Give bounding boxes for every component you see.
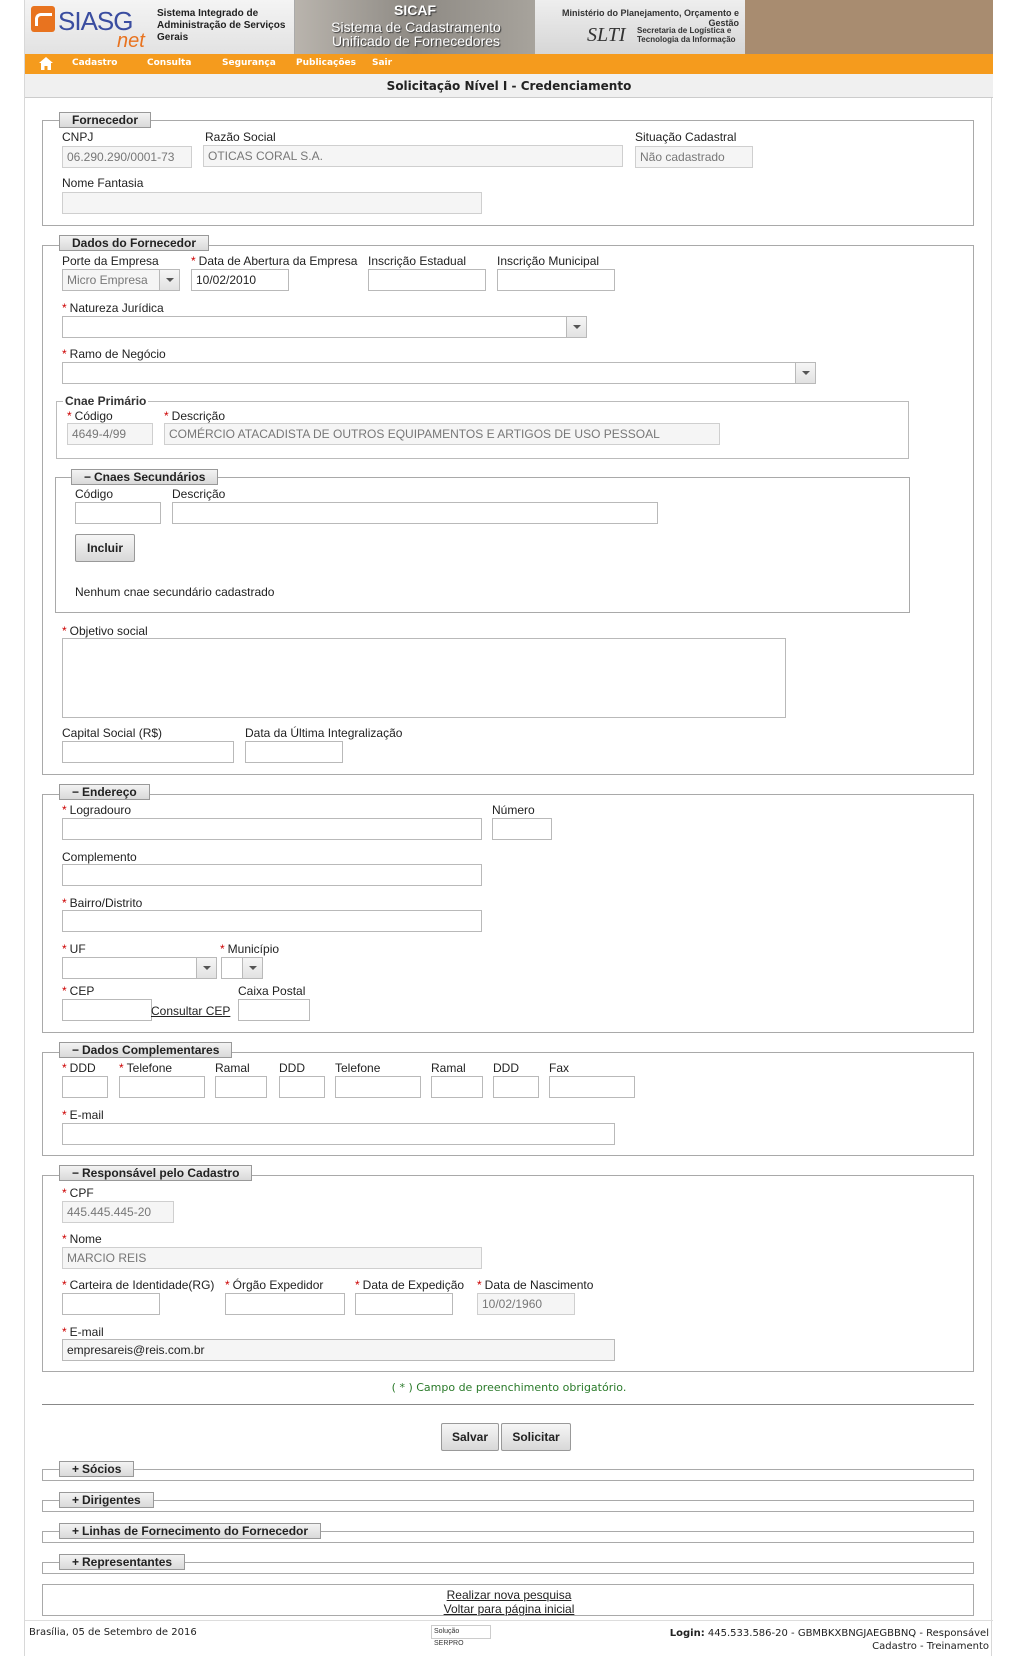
caixa-postal-field[interactable]: [238, 999, 310, 1021]
ddd2-field[interactable]: [279, 1076, 325, 1098]
footer-login: [670, 1627, 989, 1653]
logradouro-label: * Logradouro: [62, 803, 132, 817]
ramal-field[interactable]: [215, 1076, 267, 1098]
ramo-select[interactable]: [62, 362, 816, 384]
cnae-descricao-label: * Descrição: [164, 409, 226, 423]
capital-field[interactable]: [62, 741, 234, 763]
chevron-down-icon: [566, 317, 586, 337]
rg-field[interactable]: [62, 1293, 160, 1315]
sec-descricao-label: Descrição: [172, 487, 226, 501]
slti-logo: SLTI: [587, 24, 626, 46]
integralizacao-label: Data da Última Integralização: [245, 726, 403, 740]
voltar-link[interactable]: Voltar para página inicial: [443, 1602, 575, 1616]
ministry-area: [535, 0, 745, 54]
header-banner: [25, 0, 993, 54]
login-label: Login:: [669, 1628, 705, 1639]
login-value: 445.533.586-20 - GBMBKXBNGJAEGBBNQ - Responsável: [707, 1628, 989, 1639]
cnpj-label: CNPJ: [62, 130, 94, 144]
dados-fornecedor-legend: Dados do Fornecedor: [59, 235, 209, 251]
cnae-codigo-field[interactable]: 4649-4/99: [67, 423, 153, 445]
sicaf-description: Sistema de Cadastramento Unificado de Fornecedores: [331, 19, 501, 49]
nav-seguranca[interactable]: Segurança: [222, 58, 276, 68]
ministry-name: Ministério do Planejamento, Orçamento e Gestão: [561, 8, 739, 28]
dirigentes-legend[interactable]: + Dirigentes: [59, 1492, 154, 1508]
endereco-legend[interactable]: − Endereço: [59, 784, 150, 800]
obrigatorio-note: ( * ) Campo de preenchimento obrigatório.: [391, 1381, 627, 1394]
fax-field[interactable]: [549, 1076, 635, 1098]
collapse-icon: −: [72, 1043, 80, 1057]
collapse-icon: −: [72, 785, 80, 799]
nova-pesquisa-link[interactable]: Realizar nova pesquisa: [446, 1588, 572, 1602]
siasg-logo-icon: [31, 6, 55, 32]
sec-descricao-field[interactable]: [172, 502, 658, 524]
fax-label: Fax: [549, 1061, 570, 1075]
nome-fantasia-field[interactable]: [62, 192, 482, 214]
porte-value: Micro Empresa: [67, 273, 148, 287]
natureza-select[interactable]: [62, 316, 587, 338]
uf-select[interactable]: [62, 957, 217, 979]
expand-icon: +: [72, 1462, 80, 1476]
socios-legend[interactable]: + Sócios: [59, 1461, 134, 1477]
ramal2-field[interactable]: [431, 1076, 483, 1098]
nome-field[interactable]: MARCIO REIS: [62, 1247, 482, 1269]
solicitar-button[interactable]: Solicitar: [501, 1423, 571, 1451]
linhas-legend[interactable]: + Linhas de Fornecimento do Fornecedor: [59, 1523, 321, 1539]
chevron-down-icon: [242, 958, 262, 978]
numero-label: Número: [492, 803, 535, 817]
inscricao-municipal-label: Inscrição Municipal: [497, 254, 600, 268]
cep-label: * CEP: [62, 984, 95, 998]
resp-email-field[interactable]: empresareis@reis.com.br: [62, 1339, 615, 1361]
salvar-button[interactable]: Salvar: [441, 1423, 499, 1451]
serpro-logo: Solução SERPRO: [431, 1625, 491, 1639]
logradouro-field[interactable]: [62, 818, 482, 840]
nav-publicacoes[interactable]: Publicações: [296, 58, 357, 68]
porte-label: Porte da Empresa: [62, 254, 159, 268]
capital-label: Capital Social (R$): [62, 726, 163, 740]
collapse-icon: −: [84, 470, 92, 484]
expand-icon: +: [72, 1524, 80, 1538]
siasg-description: Sistema Integrado de Administração de Serviços Gerais: [157, 8, 286, 43]
siasg-logo-net: net: [117, 30, 145, 52]
uf-label: * UF: [62, 942, 86, 956]
cep-field[interactable]: [62, 999, 152, 1021]
chevron-down-icon: [159, 270, 179, 290]
sicaf-title: SICAF: [394, 2, 436, 18]
ddd3-label: DDD: [493, 1061, 519, 1075]
chevron-down-icon: [795, 363, 815, 383]
orgao-label: * Órgão Expedidor: [225, 1278, 324, 1292]
dirigentes-fieldset: [42, 1500, 974, 1512]
fornecedor-legend: Fornecedor: [59, 112, 151, 128]
cnaes-secundarios-legend[interactable]: − Cnaes Secundários: [71, 469, 218, 485]
telefone2-label: Telefone: [335, 1061, 381, 1075]
page-title: Solicitação Nível I - Credenciamento: [25, 74, 993, 98]
municipio-select[interactable]: [221, 957, 263, 979]
telefone2-field[interactable]: [335, 1076, 421, 1098]
objetivo-textarea[interactable]: [62, 638, 786, 718]
slti-description: Secretaria de Logística e Tecnologia da Informação: [637, 26, 736, 44]
socios-fieldset: [42, 1469, 974, 1481]
cnpj-field[interactable]: 06.290.290/0001-73: [62, 146, 192, 168]
cpf-field[interactable]: 445.445.445-20: [62, 1201, 174, 1223]
inscricao-estadual-label: Inscrição Estadual: [368, 254, 467, 268]
nome-label: * Nome: [62, 1232, 102, 1246]
cnae-primario-legend: Cnae Primário: [65, 394, 147, 408]
siasg-logo-area: [25, 0, 295, 54]
bairro-label: * Bairro/Distrito: [62, 896, 143, 910]
nascimento-label: * Data de Nascimento: [477, 1278, 594, 1292]
natureza-label: * Natureza Jurídica: [62, 301, 164, 315]
nome-fantasia-label: Nome Fantasia: [62, 176, 144, 190]
home-icon[interactable]: [39, 57, 53, 70]
caixa-postal-label: Caixa Postal: [238, 984, 306, 998]
ddd3-field[interactable]: [493, 1076, 539, 1098]
telefone-label: * Telefone: [119, 1061, 173, 1075]
expand-icon: +: [72, 1555, 80, 1569]
sicaf-banner: [295, 0, 535, 54]
email-field[interactable]: [62, 1123, 615, 1145]
nav-sair[interactable]: Sair: [372, 58, 393, 68]
cnae-codigo-label: * Código: [67, 409, 113, 423]
ddd-label: * DDD: [62, 1061, 96, 1075]
abertura-label: * Data de Abertura da Empresa: [191, 254, 358, 268]
main-nav: [25, 54, 993, 74]
footer-date: Brasília, 05 de Setembro de 2016: [29, 1627, 197, 1638]
nav-consulta[interactable]: Consulta: [147, 58, 192, 68]
cpf-label: * CPF: [62, 1186, 94, 1200]
siasg-logo-text: SIASG: [58, 6, 133, 36]
login-line2: Cadastro - Treinamento: [872, 1641, 989, 1652]
expand-icon: +: [72, 1493, 80, 1507]
situacao-field[interactable]: Não cadastrado: [635, 146, 753, 168]
razao-social-label: Razão Social: [205, 130, 276, 144]
incluir-button[interactable]: Incluir: [75, 534, 135, 562]
orgao-field[interactable]: [225, 1293, 345, 1315]
sec-codigo-label: Código: [75, 487, 114, 501]
sec-codigo-field[interactable]: [75, 502, 161, 524]
complemento-field[interactable]: [62, 864, 482, 886]
numero-field[interactable]: [492, 818, 552, 840]
ddd-field[interactable]: [62, 1076, 108, 1098]
page: [24, 0, 992, 1656]
chevron-down-icon: [196, 958, 216, 978]
bairro-field[interactable]: [62, 910, 482, 932]
ramo-label: * Ramo de Negócio: [62, 347, 166, 361]
ramal2-label: Ramal: [431, 1061, 466, 1075]
expedicao-field[interactable]: [355, 1293, 453, 1315]
porte-select[interactable]: [62, 269, 180, 291]
collapse-icon: −: [72, 1166, 80, 1180]
email-label: * E-mail: [62, 1108, 104, 1122]
divider: [42, 1404, 974, 1405]
dados-complementares-legend[interactable]: − Dados Complementares: [59, 1042, 232, 1058]
inscricao-estadual-field[interactable]: [368, 269, 486, 291]
situacao-label: Situação Cadastral: [635, 130, 737, 144]
nenhum-cnae-text: Nenhum cnae secundário cadastrado: [75, 585, 275, 599]
representantes-legend[interactable]: + Representantes: [59, 1554, 185, 1570]
footer: [25, 1620, 993, 1656]
ramal-label: Ramal: [215, 1061, 250, 1075]
expedicao-label: * Data de Expedição: [355, 1278, 465, 1292]
complemento-label: Complemento: [62, 850, 137, 864]
ddd2-label: DDD: [279, 1061, 305, 1075]
razao-social-field[interactable]: OTICAS CORAL S.A.: [203, 145, 623, 167]
integralizacao-field[interactable]: [245, 741, 343, 763]
header-filler: [745, 0, 993, 54]
nav-cadastro[interactable]: Cadastro: [72, 58, 118, 68]
telefone-field[interactable]: [119, 1076, 205, 1098]
nascimento-field[interactable]: 10/02/1960: [477, 1293, 575, 1315]
rg-label: * Carteira de Identidade(RG): [62, 1278, 215, 1292]
municipio-label: * Município: [220, 942, 280, 956]
responsavel-legend[interactable]: − Responsável pelo Cadastro: [59, 1165, 252, 1181]
objetivo-label: * Objetivo social: [62, 624, 148, 638]
consultar-cep-link[interactable]: Consultar CEP: [151, 1004, 231, 1018]
abertura-field[interactable]: 10/02/2010: [191, 269, 289, 291]
cnae-descricao-field[interactable]: COMÉRCIO ATACADISTA DE OUTROS EQUIPAMENTOS E ARTIGOS DE USO PESSOAL: [164, 423, 720, 445]
resp-email-label: * E-mail: [62, 1325, 104, 1339]
inscricao-municipal-field[interactable]: [497, 269, 615, 291]
